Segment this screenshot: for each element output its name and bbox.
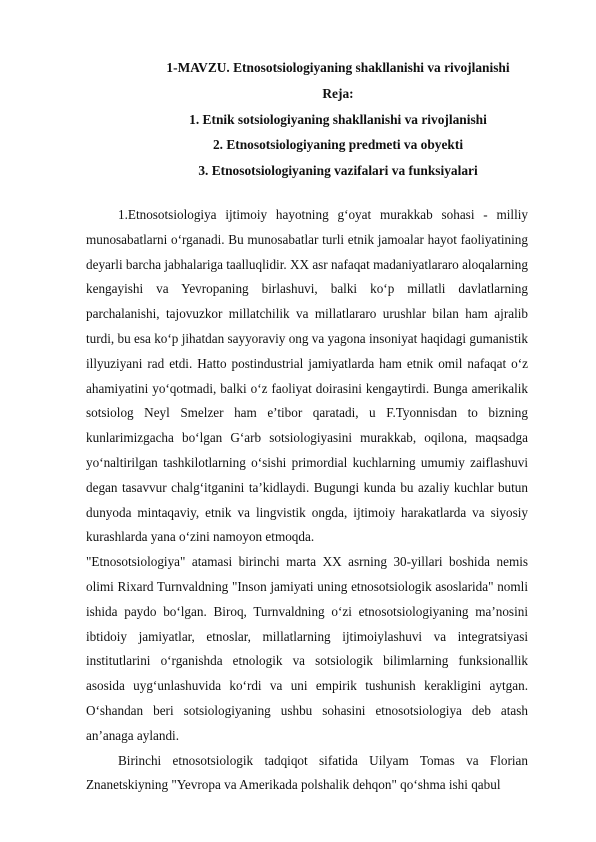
- body-text: [86, 203, 528, 798]
- paragraph-1: 1.Etnosotsiologiya ijtimoiy hayotning g‘oyat murakkab sohasi - milliy munosabatlarni o‘rganadi. Bu munosabatlar turli etnik jamoalar hayot faoliyatining deyarli barcha jabhalariga taalluqlidir. XX asr nafaqat madaniyatlararo aloqalarning kengayishi va Yevropaning birlashuvi, balki ko‘p millatli davlatlarning parchalanishi, tajovuzkor millatchilik va millatlararo urushlar bilan ham ajralib turdi, bu esa ko‘p jihatdan sayyoraviy ong va yagona insoniyat haqidagi gumanistik illyuziyani rad etdi. Hatto postindustrial jamiyatlarda ham etnik omil nafaqat o‘z ahamiyatini yo‘qotmadi, balki o‘z faoliyat doirasini kengaytirdi. Bunga amerikalik sotsiolog Neyl Smelzer ham e’tibor qaratadi, u F.Tyonnisdan to bizning kunlarimizgacha bo‘lgan G‘arb sotsiologiyasini murakkab, oqilona, maqsadga yo‘naltirilgan tashkilotlarning o‘sishi primordial kuchlarning umumiy zaiflashuvi degan tasavvur chalg‘itganini ta’kidlaydi. Bugungi kunda bu azaliy kuchlar butun dunyoda mintaqaviy, etnik va lingvistik ongda, ijtimoiy harakatlarda va siyosiy kurashlarda yana o‘zini namoyon etmoqda.: [86, 207, 528, 545]
- topic-title: 1-MAVZU. Etnosotsiologiyaning shakllanishi va rivojlanishi: [166, 60, 510, 75]
- paragraph-2: "Etnosotsiologiya" atamasi birinchi marta XX asrning 30-yillari boshida nemis olimi Rixard Turnvaldning "Inson jamiyati uning etnosotsiologik asoslarida" nomli ishida paydo bo‘lgan. Biroq, Turnvaldning o‘zi etnosotsiologiyaning ma’nosini ibtidoiy jamiyatlar, etnoslar, millatlarning ijtimoiylashuvi va integratsiyasi institutlarini o‘rganishda etnologik va sotsiologik bilimlarning funksionallik asosida uyg‘unlashuvida ko‘rdi va uni empirik tushunish kerakligini aytgan. O‘shandan beri sotsiologiyaning ushbu sohasini etnosotsiologiya deb atash an’anaga aylandi.: [86, 554, 528, 743]
- plan-item-2: 2. Etnosotsiologiyaning predmeti va obyekti: [212, 137, 464, 152]
- paragraph-3: Birinchi etnosotsiologik tadqiqot sifatida Uilyam Tomas va Florian Znanetskiyning "Yevropa va Amerikada polshalik dehqon" qo‘shma ishi qabul: [86, 752, 528, 793]
- plan-label: Reja:: [322, 86, 354, 101]
- plan-item-1: 1. Etnik sotsiologiyaning shakllanishi va rivojlanishi: [189, 112, 487, 127]
- plan-item-3: 3. Etnosotsiologiyaning vazifalari va funksiyalari: [198, 163, 478, 178]
